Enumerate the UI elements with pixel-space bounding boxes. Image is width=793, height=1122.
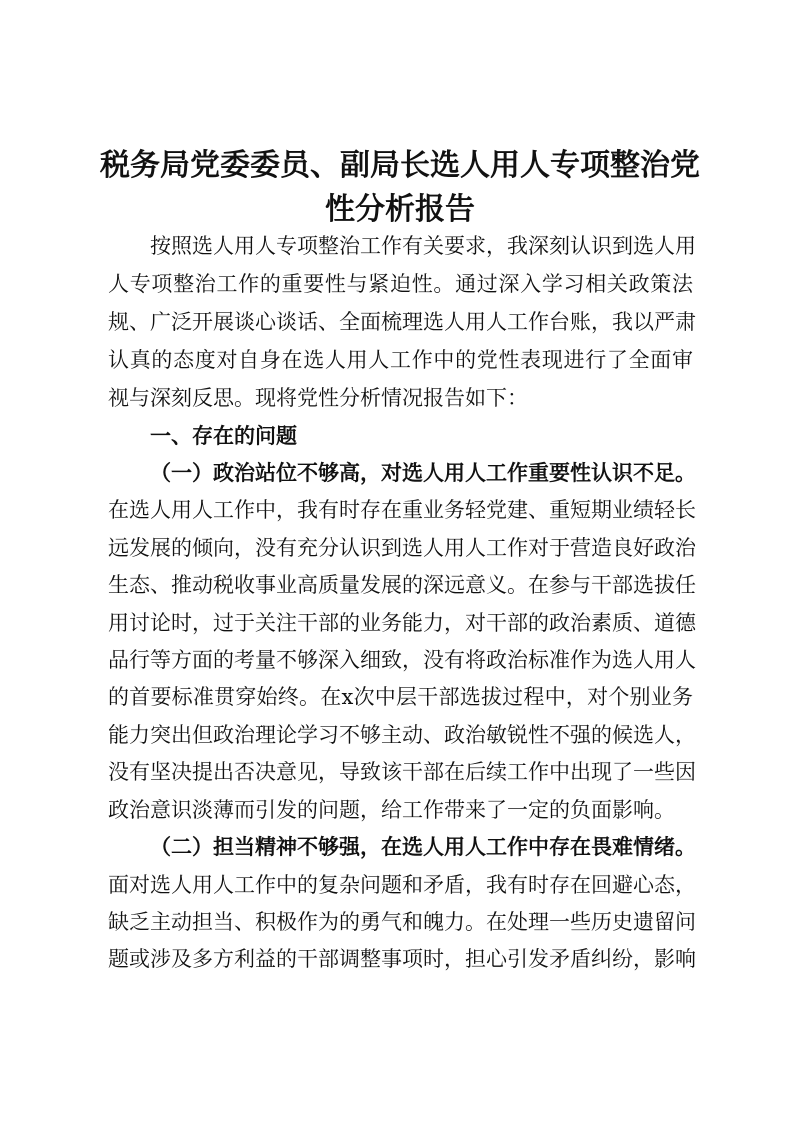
point-1-line-4: 用讨论时，过于关注干部的业务能力，对干部的政治素质、道德 (108, 611, 696, 635)
point-2-line-2: 缺乏主动担当、积极作为的勇气和魄力。在处理一些历史遗留问 (108, 910, 696, 934)
point-1-line-8: 没有坚决提出否决意见，导致该干部在后续工作中出现了一些因 (108, 760, 696, 784)
point-1-line-5: 品行等方面的考量不够深入细致，没有将政治标准作为选人用人 (108, 648, 696, 672)
point-1-line-9: 政治意识淡薄而引发的问题，给工作带来了一定的负面影响。 (108, 798, 675, 822)
intro-line-2: 人专项整治工作的重要性与紧迫性。通过深入学习相关政策法 (108, 272, 693, 296)
intro-line-3: 规、广泛开展谈心谈话、全面梳理选人用人工作台账，我以严肃 (108, 310, 696, 334)
point-2-line-3: 题或涉及多方利益的干部调整事项时，担心引发矛盾纠纷，影响 (108, 947, 696, 971)
point-1-line-6: 的首要标准贯穿始终。在x次中层干部选拔过程中，对个别业务 (108, 685, 693, 709)
section-heading-problems: 一、存在的问题 (150, 424, 297, 448)
point-1-line-3: 生态、推动税收事业高质量发展的深远意义。在参与干部选拔任 (108, 573, 696, 597)
point-1-line-2: 远发展的倾向，没有充分认识到选人用人工作对于营造良好政治 (108, 536, 696, 560)
point-2-heading: （二）担当精神不够强，在选人用人工作中存在畏难情绪。 (150, 834, 696, 859)
point-1-line-7: 能力突出但政治理论学习不够主动、政治敏锐性不强的候选人， (108, 723, 696, 747)
intro-line-5: 视与深刻反思。现将党性分析情况报告如下： (108, 386, 528, 410)
intro-line-1: 按照选人用人专项整治工作有关要求，我深刻认识到选人用 (150, 234, 696, 258)
point-1-heading: （一）政治站位不够高，对选人用人工作重要性认识不足。 (150, 460, 696, 485)
document-title-line-2: 性分析报告 (325, 192, 475, 227)
point-2-line-1: 面对选人用人工作中的复杂问题和矛盾，我有时存在回避心态， (108, 873, 696, 897)
intro-line-4: 认真的态度对自身在选人用人工作中的党性表现进行了全面审 (108, 348, 693, 372)
document-title-line-1: 税务局党委委员、副局长选人用人专项整治党 (100, 148, 700, 183)
point-1-line-1: 在选人用人工作中，我有时存在重业务轻党建、重短期业绩轻长 (108, 498, 696, 522)
